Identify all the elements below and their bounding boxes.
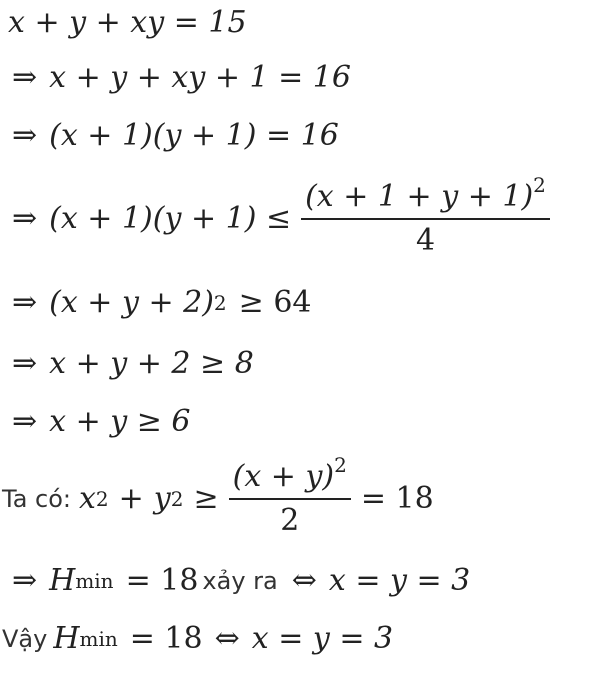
variable-H: H [53, 621, 80, 656]
equation-expr: x + y + xy + 1 = 16 [49, 60, 351, 95]
implies-arrow: ⇒ [12, 404, 38, 439]
equation-line-10: Vậy H min = 18 ⇔ x = y = 3 [2, 621, 394, 656]
equation-rhs: x = y = 3 [328, 563, 471, 598]
iff-arrow: ⇔ [291, 563, 317, 598]
implies-arrow: ⇒ [12, 285, 38, 320]
equation-line-8: Ta có: x 2 + y 2 ≥ $\frac{(x + y)^2}{2}$ = 18 [2, 453, 434, 538]
equation-eq: = 18 [129, 621, 203, 656]
condition-text: xảy ra [202, 567, 278, 595]
variable-x: x [79, 481, 96, 516]
implies-arrow: ⇒ [12, 201, 38, 236]
implies-arrow: ⇒ [12, 118, 38, 153]
fraction-denominator: 4 [415, 223, 436, 258]
equation-eq: = 18 [125, 563, 199, 598]
variable-H: H [49, 563, 76, 598]
fraction-numerator: $(x + 1 + y + 1)^2$ [305, 173, 546, 214]
fraction [301, 173, 550, 258]
equation-rhs: ≥ 64 [238, 285, 312, 320]
implies-arrow: ⇒ [12, 346, 38, 381]
equation-expr: x + y ≥ 6 [49, 404, 191, 439]
plus-sign: + [118, 481, 144, 516]
implies-arrow: ⇒ [12, 563, 38, 598]
equation-line-6 [12, 346, 254, 381]
equation-expr: x + y + 2 ≥ 8 [49, 346, 254, 381]
equation-lhs: (x + y + 2) [49, 285, 214, 320]
ge-sign: ≥ [193, 481, 219, 516]
equation-line-1 [8, 5, 247, 40]
equation-lhs: (x + 1)(y + 1) ≤ [49, 201, 292, 236]
fraction-numerator: $(x + y)^2$ [232, 453, 347, 494]
variable-y: y [153, 481, 171, 516]
equation-line-3 [12, 118, 339, 153]
equation-line-4 [12, 173, 560, 258]
equation-line-7 [12, 404, 191, 439]
fraction [229, 453, 351, 538]
fraction-denominator: 2 [280, 503, 300, 538]
equation-line-2 [12, 60, 351, 95]
implies-arrow: ⇒ [12, 60, 38, 95]
iff-arrow: ⇔ [214, 621, 240, 656]
equation-line-9: ⇒ H min = 18 xảy ra ⇔ x = y = 3 [12, 563, 471, 598]
prefix-text: Ta có: [2, 485, 71, 513]
equation-expr: x + y + xy = 15 [8, 5, 247, 40]
equation-expr: (x + 1)(y + 1) = 16 [49, 118, 339, 153]
prefix-text: Vậy [2, 625, 48, 653]
equation-rhs: x = y = 3 [251, 621, 394, 656]
equation-line-5: ⇒ (x + y + 2) 2 ≥ 64 [12, 285, 312, 320]
equation-rhs: = 18 [360, 481, 434, 516]
